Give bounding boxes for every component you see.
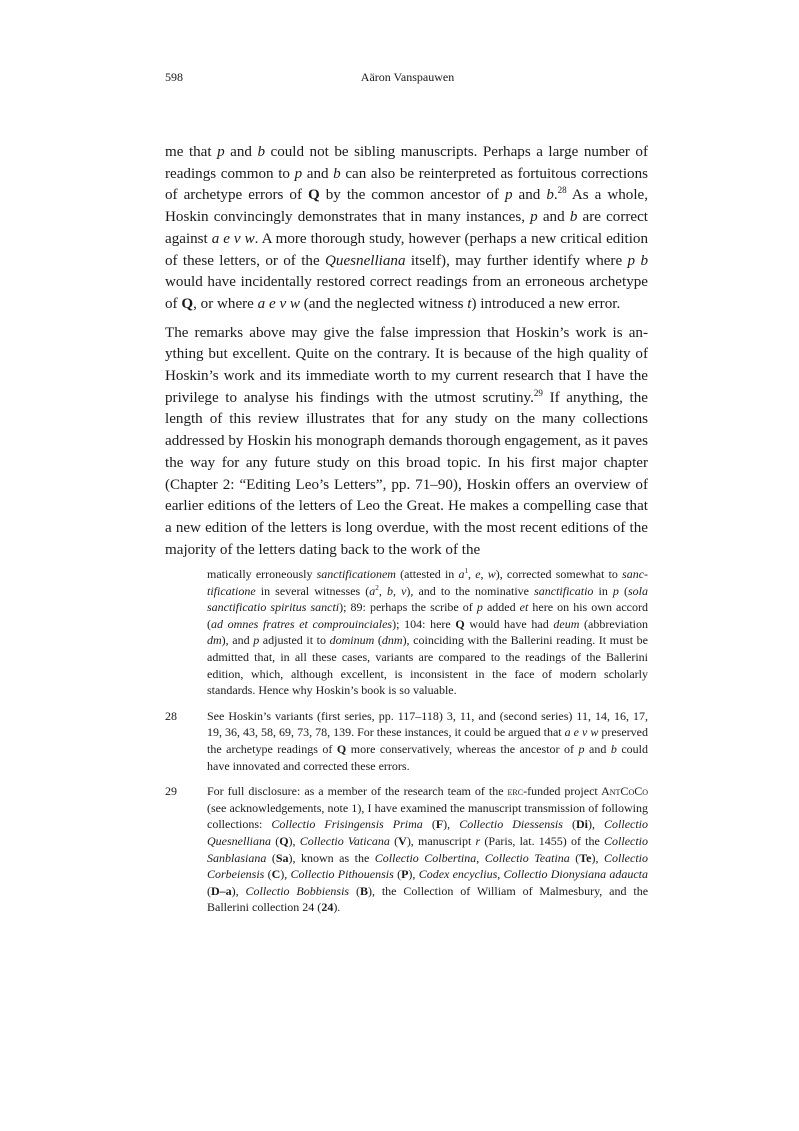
running-head: Aäron Vanspauwen xyxy=(360,70,455,84)
footnote-number: 29 xyxy=(165,784,177,799)
footnote-ref-29[interactable]: 29 xyxy=(533,387,543,398)
footnote-28: 28 See Hoskin’s variants (first series, pp. 117–118) 3, 11, and (second series) 11, 14, 16, 17, 19, 36, 43, 58, 69, 73, 78, 139. For these instances, it could be argued that a e v w preserved the archetype readings of Q more conservatively, whereas the ancestor of p and b could have innovated and corrected these errors. xyxy=(165,708,648,773)
footnotes xyxy=(165,566,648,925)
paragraph: The remarks above may give the false impression that Hoskin’s work is anything but excellent. Quite on the contrary. It is because of the high quality of Hoskin’s work and its immediate worth to my current research that I have the privilege to analyse his findings with the utmost scrutiny.$^{29}$ If anything, the length of this review illustrates that for any study on the many collections addressed by Hoskin his monograph demands thorough engagement, as it paves the way for any future study on this broad topic. In his first major chapter (Chapter 2: “Editing Leo’s Letters”, pp. 71–90), Hoskin offers an overview of earlier editions of the letters of Leo the Great. He makes a compelling case that a new edition of the letters is long overdue, with the most recent editions of the majority of the letters dating back to the work of the xyxy=(165,324,648,558)
paragraph: me that p and b could not be sibling manuscripts. Perhaps a large number of readings common to p and b can also be reinterpreted as fortuitous corrections of archetype errors of Q by the common ancestor of p and b.$^{28}$ As a whole, Hoskin convincingly demonstrates that in many instances, p and b are correct against a e v w. A more thorough study, however (perhaps a new critical edition of these letters, or of the Quesnelliana itself), may further identify where p b would have incidentally restored correct readings from an erroneous archetype of Q, or where a e v w (and the neglected witness t) introduced a new error. xyxy=(165,144,649,312)
page-header xyxy=(165,70,650,90)
footnote-27-continued: matically erroneously sanctificationem (attested in $a^1$, e, w), corrected somewhat to sanctificatione in several witnesses ($a^2$, b, v), and to the nominative sanctificatio in p (sola sanctificatio spiritus sancti); 89: perhaps the scribe of p added et here on his own accord (ad omnes fratres et comprouinciales); 104: here Q would have had deum (abbreviation dm), and p adjusted it to dominum (dnm), coinciding with the Ballerini reading. It must be admitted that, in all these cases, variants are compared to the readings of the Ballerini edition, which, although excellent, is inconsistent in the face of modern scholarly standards. Hence why Hoskin’s book is so valuable. xyxy=(207,567,649,698)
footnote-ref-28[interactable]: 28 xyxy=(557,185,567,196)
footnote-29: 29 For full disclosure: as a member of the research team of the erc-funded project AntCoCo (see acknowledgements, note 1), I have examined the manuscript transmission of following collections: Collectio Frisingensis Prima (F), Collectio Diessensis (Di), Collectio Quesnelliana (Q), Collectio Vaticana (V), manuscript r (Paris, lat. 1455) of the Collectio Sanblasiana (Sa), known as the Collectio Colbertina, Collectio Teatina (Te), Collectio Corbeiensis (C), Collectio Pithouensis (P), Codex encyclius, Collectio Dionysiana adaucta (D–a), Collectio Bobbiensis (B), the Collection of William of Malmesbury, and the Ballerini collection 24 (24). xyxy=(165,784,649,915)
page-number: 598 xyxy=(165,70,183,84)
body-text xyxy=(165,142,648,568)
footnote-number: 28 xyxy=(165,708,177,723)
